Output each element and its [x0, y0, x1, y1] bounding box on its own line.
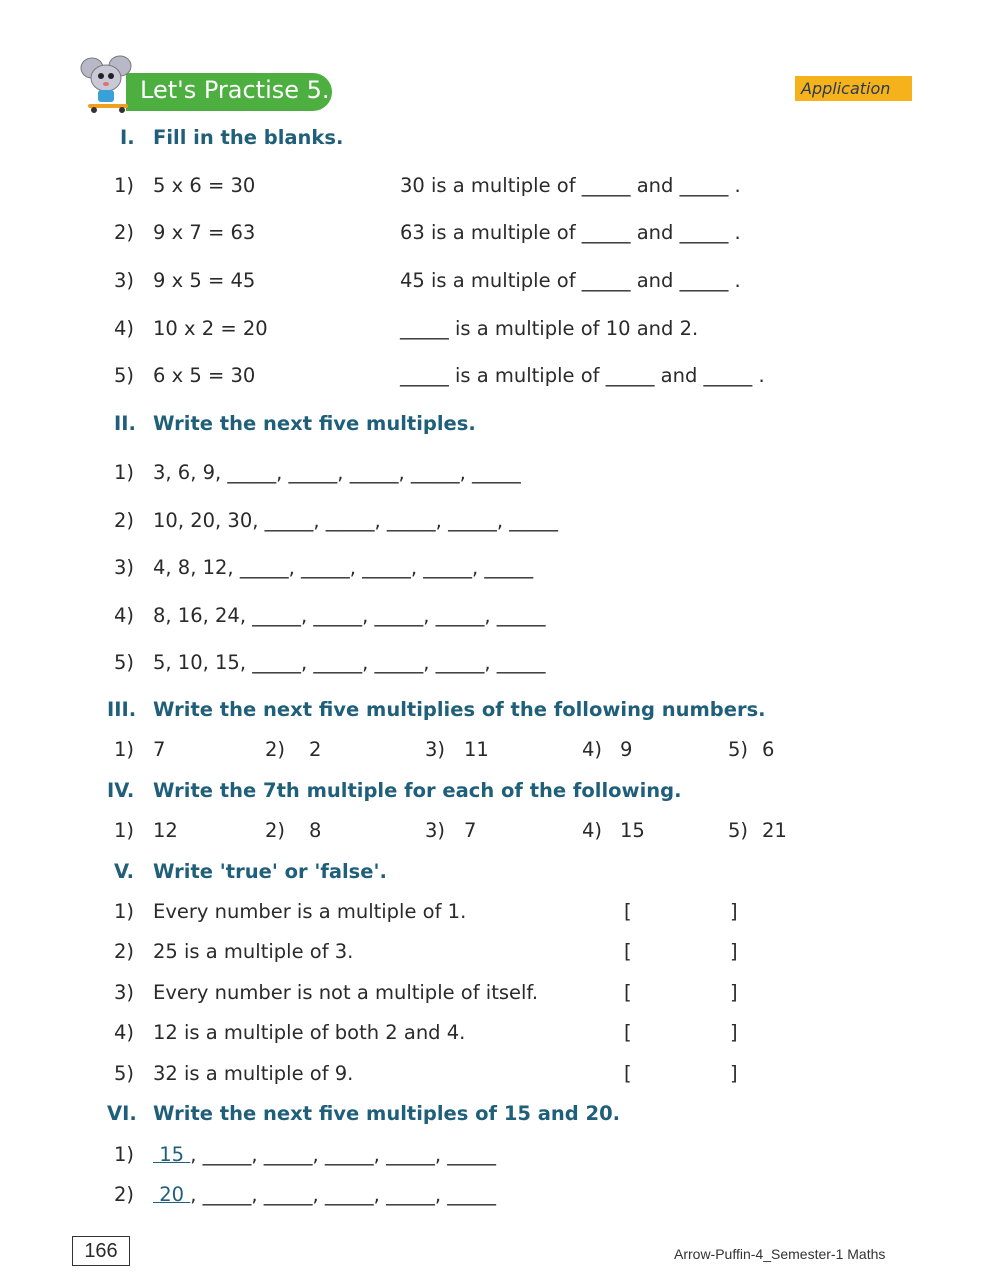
list-item-number: 3) [425, 738, 446, 761]
multiples-row [153, 1183, 496, 1206]
list-item-number: 2) [114, 221, 135, 244]
multiples-sequence: 10, 20, 30, _____, _____, _____, _____, _____ [153, 509, 558, 532]
answer-bracket-open: [ [624, 1062, 632, 1085]
list-item-number: 3) [425, 819, 446, 842]
section-4-heading: Write the 7th multiple for each of the following. [153, 779, 682, 802]
page-number: 166 [72, 1236, 130, 1266]
list-item-number: 5) [114, 1062, 135, 1085]
number-value: 7 [153, 738, 166, 761]
equation: 6 x 5 = 30 [153, 364, 256, 387]
application-tag: Application [795, 76, 912, 101]
list-item-number: 2) [265, 738, 286, 761]
list-item-number: 2) [265, 819, 286, 842]
list-item-number: 1) [114, 738, 135, 761]
section-4-number: IV. [107, 779, 135, 802]
list-item-number: 4) [114, 317, 135, 340]
true-false-statement: 32 is a multiple of 9. [153, 1062, 354, 1085]
given-answer: 15 [159, 1143, 185, 1166]
number-value: 6 [762, 738, 775, 761]
list-item-number: 1) [114, 461, 135, 484]
number-value: 12 [153, 819, 178, 842]
section-6-heading: Write the next five multiples of 15 and 20. [153, 1102, 621, 1125]
section-3-number: III. [107, 698, 137, 721]
section-6-number: VI. [107, 1102, 137, 1125]
answer-bracket-close: ] [730, 940, 738, 963]
list-item-number: 5) [114, 364, 135, 387]
list-item-number: 4) [582, 819, 603, 842]
section-1-heading: Fill in the blanks. [153, 126, 344, 149]
number-value: 8 [309, 819, 322, 842]
section-2-heading: Write the next five multiples. [153, 412, 476, 435]
equation: 9 x 7 = 63 [153, 221, 256, 244]
list-item-number: 3) [114, 269, 135, 292]
list-item-number: 2) [114, 940, 135, 963]
section-5-number: V. [114, 860, 134, 883]
fill-statement: 45 is a multiple of _____ and _____ . [400, 269, 741, 292]
answer-bracket-close: ] [730, 1021, 738, 1044]
equation: 5 x 6 = 30 [153, 174, 256, 197]
fill-statement: _____ is a multiple of 10 and 2. [400, 317, 699, 340]
multiples-sequence: 5, 10, 15, _____, _____, _____, _____, _____ [153, 651, 546, 674]
true-false-statement: 12 is a multiple of both 2 and 4. [153, 1021, 466, 1044]
multiples-row [153, 1143, 496, 1166]
list-item-number: 4) [114, 1021, 135, 1044]
section-3-heading: Write the next five multiplies of the following numbers. [153, 698, 766, 721]
blank-sequence: , _____, _____, _____, _____, _____ [190, 1143, 496, 1166]
number-value: 2 [309, 738, 322, 761]
true-false-statement: 25 is a multiple of 3. [153, 940, 354, 963]
fill-statement: 63 is a multiple of _____ and _____ . [400, 221, 741, 244]
answer-bracket-open: [ [624, 1021, 632, 1044]
list-item-number: 1) [114, 900, 135, 923]
true-false-statement: Every number is a multiple of 1. [153, 900, 467, 923]
answer-bracket-open: [ [624, 900, 632, 923]
answer-bracket-open: [ [624, 981, 632, 1004]
fill-statement: _____ is a multiple of _____ and _____ . [400, 364, 765, 387]
answer-bracket-close: ] [730, 900, 738, 923]
given-answer: 20 [159, 1183, 185, 1206]
number-value: 21 [762, 819, 787, 842]
list-item-number: 2) [114, 1183, 135, 1206]
multiples-sequence: 3, 6, 9, _____, _____, _____, _____, _____ [153, 461, 521, 484]
list-item-number: 1) [114, 1143, 135, 1166]
fill-statement: 30 is a multiple of _____ and _____ . [400, 174, 741, 197]
multiples-sequence: 4, 8, 12, _____, _____, _____, _____, _____ [153, 556, 534, 579]
section-5-heading: Write 'true' or 'false'. [153, 860, 387, 883]
book-footer: Arrow-Puffin-4_Semester-1 Maths [674, 1246, 886, 1262]
list-item-number: 5) [114, 651, 135, 674]
answer-bracket-open: [ [624, 940, 632, 963]
number-value: 9 [620, 738, 633, 761]
list-item-number: 4) [582, 738, 603, 761]
mouse-mascot-icon [78, 54, 138, 114]
section-1-number: I. [120, 126, 135, 149]
equation: 10 x 2 = 20 [153, 317, 268, 340]
list-item-number: 1) [114, 819, 135, 842]
list-item-number: 3) [114, 981, 135, 1004]
list-item-number: 4) [114, 604, 135, 627]
section-2-number: II. [114, 412, 136, 435]
list-item-number: 1) [114, 174, 135, 197]
list-item-number: 5) [728, 738, 749, 761]
page-title: Let's Practise 5.1 [140, 76, 345, 104]
list-item-number: 2) [114, 509, 135, 532]
list-item-number: 5) [728, 819, 749, 842]
multiples-sequence: 8, 16, 24, _____, _____, _____, _____, _____ [153, 604, 546, 627]
answer-bracket-close: ] [730, 981, 738, 1004]
number-value: 15 [620, 819, 645, 842]
number-value: 7 [464, 819, 477, 842]
blank-sequence: , _____, _____, _____, _____, _____ [190, 1183, 496, 1206]
number-value: 11 [464, 738, 489, 761]
list-item-number: 3) [114, 556, 135, 579]
answer-bracket-close: ] [730, 1062, 738, 1085]
true-false-statement: Every number is not a multiple of itself. [153, 981, 539, 1004]
equation: 9 x 5 = 45 [153, 269, 256, 292]
